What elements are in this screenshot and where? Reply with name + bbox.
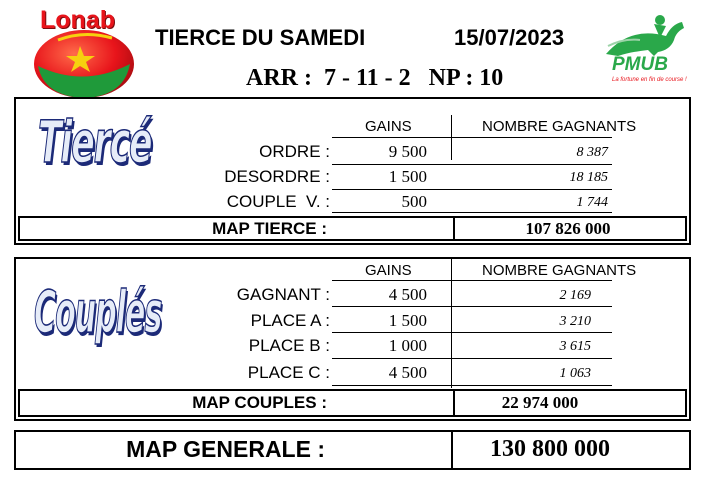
tierce-row-rule [332,164,612,165]
couples-script-title: Couplés [34,278,162,346]
arrival-result: ARR : 7 - 11 - 2 NP : 10 [246,65,504,91]
couples-row-label: GAGNANT : [236,285,330,304]
map-tierce-value: 107 826 000 [525,219,611,238]
map-generale-label: MAP GENERALE : [126,436,325,462]
map-tierce-label: MAP TIERCE : [212,219,327,238]
pmub-wordmark: PMUB [612,54,668,75]
tierce-row-winners: 1 744 [576,195,608,210]
couples-row-label: PLACE A : [250,311,330,330]
tierce-row-gain: 9 500 [388,142,427,161]
couples-row-rule [332,358,612,359]
jockey-horse-icon [600,10,690,60]
tierce-row-rule [332,189,612,190]
tierce-script-title: Tiercé [38,108,152,176]
map-couples-label: MAP COUPLES : [192,393,327,412]
tierce-row-gain: 1 500 [388,167,427,186]
tierce-row-label: COUPLE V. : [226,192,330,211]
map-couples-value: 22 974 000 [501,393,579,412]
couples-row-label: PLACE B : [248,336,330,355]
couples-row-gain: 4 500 [388,285,427,304]
couples-column-divider [451,258,452,388]
tierce-row-label: ORDRE : [259,142,330,161]
couples-row-rule [332,332,612,333]
couples-row-label: PLACE C : [247,363,330,382]
tierce-column-divider [451,115,452,160]
couples-row-winners: 3 210 [559,314,591,329]
couples-col-gains: GAINS [365,262,412,279]
page-title: TIERCE DU SAMEDI [155,25,366,50]
tierce-row-gain: 500 [401,192,427,211]
tierce-row-label: DESORDRE : [224,167,330,186]
couples-row-winners: 2 169 [559,288,591,303]
couples-row-winners: 1 063 [559,366,591,381]
couples-row-rule [332,385,612,386]
tierce-row-winners: 18 185 [569,170,608,185]
couples-row-gain: 1 500 [388,311,427,330]
couples-col-winners: NOMBRE GAGNANTS [482,262,637,279]
couples-row-winners: 3 615 [559,339,591,354]
couples-header-rule [332,280,612,281]
couples-row-gain: 1 000 [388,336,427,355]
lonab-wordmark: Lonab [40,6,115,34]
tierce-header-rule [332,137,612,138]
pmub-tagline: La fortune en fin de course ! [612,77,687,83]
tierce-row-winners: 8 387 [576,145,608,160]
tierce-col-gains: GAINS [365,118,412,135]
race-date: 15/07/2023 [454,25,565,50]
map-generale-value: 130 800 000 [490,436,610,462]
pmub-logo [600,10,690,90]
lonab-logo [28,6,140,106]
tierce-row-rule [332,212,612,213]
couples-row-gain: 4 500 [388,363,427,382]
couples-row-rule [332,306,612,307]
tierce-col-winners: NOMBRE GAGNANTS [482,118,637,135]
